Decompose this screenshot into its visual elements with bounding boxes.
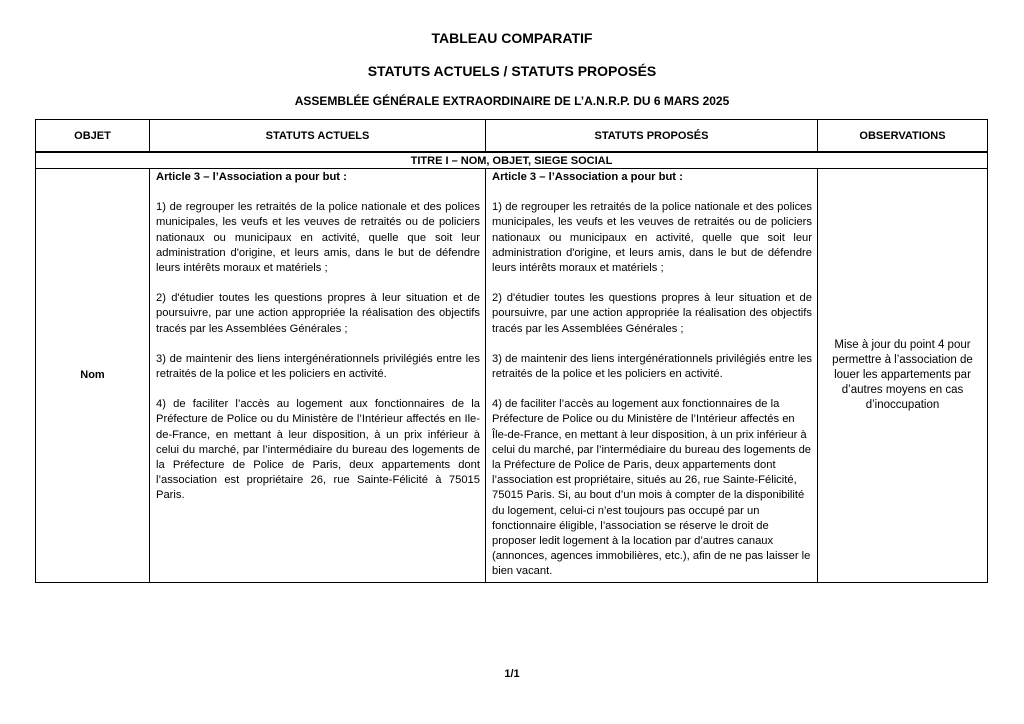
section-title: TITRE I – NOM, OBJET, SIEGE SOCIAL — [36, 152, 988, 169]
article-point-1: 1) de regrouper les retraités de la police nationale et des polices municipales, les veufs et les veuves de retraités ou de policiers nationaux ou municipaux en activité, quelle que soit leur administration d'origine, et leurs amis, dans le but de défendre leurs intérêts moraux et matériels ; — [492, 201, 812, 275]
assembly-heading: ASSEMBLÉE GÉNÉRALE EXTRAORDINAIRE DE L’A.N.R.P. DU 6 MARS 2025 — [294, 94, 730, 108]
column-header-statuts-proposes: STATUTS PROPOSÉS — [486, 120, 818, 153]
page-number: 1/1 — [504, 668, 520, 680]
column-header-statuts-actuels: STATUTS ACTUELS — [150, 120, 486, 153]
document-subtitle: STATUTS ACTUELS / STATUTS PROPOSÉS — [367, 63, 657, 79]
table-header-row — [36, 120, 988, 153]
article-title: Article 3 – l’Association a pour but : — [156, 171, 347, 183]
statuts-proposes-cell — [486, 169, 818, 583]
column-header-objet: OBJET — [36, 120, 150, 153]
comparison-table — [35, 119, 988, 583]
article-title: Article 3 – l’Association a pour but : — [492, 171, 683, 183]
objet-cell: Nom — [36, 169, 150, 583]
article-point-2: 2) d'étudier toutes les questions propres à leur situation et de poursuivre, par une action appropriée la réalisation des objectifs tracés par les Assemblées Générales ; — [492, 292, 812, 335]
article-point-1: 1) de regrouper les retraités de la police nationale et des polices municipales, les veufs et les veuves de retraités ou de policiers nationaux ou municipaux en activité, quelle que soit leur administration d'origine, et leurs amis, dans le but de défendre leurs intérêts moraux et matériels ; — [156, 201, 480, 275]
article-point-4: 4) de faciliter l’accès au logement aux fonctionnaires de la Préfecture de Police ou du Ministère de l’Intérieur affectés en Ile-de-France, en mettant à leur disposition, à un prix inférieur à celui du marché, par l’intermédiaire du bureau des logements de la Préfecture de Police de Paris, deux appartements dont l’association est propriétaire 26, rue Sainte-Félicité à 75015 Paris. — [156, 398, 480, 502]
article-point-3: 3) de maintenir des liens intergénérationnels privilégiés entre les retraités de la police et les policiers en activité. — [156, 352, 480, 381]
document-title: TABLEAU COMPARATIF — [431, 30, 593, 46]
table-row — [36, 169, 988, 583]
article-point-4: 4) de faciliter l’accès au logement aux fonctionnaires de la Préfecture de Police ou du Ministère de l’Intérieur affectés en Île-de-France, en mettant à leur disposition, à un prix inférieur à celui du marché, par l’intermédiaire du bureau des logements de la Préfecture de Police de Paris, deux appartements dont l’association est propriétaire, situés au 26, rue Sainte-Félicité, 75015 Paris. Si, au bout d’un mois à compter de la disponibilité du logement, celui-ci n’est toujours pas occupé par un fonctionnaire éligible, l’association se réserve le droit de proposer ledit logement à la location par d’autres canaux (annonces, agences immobilières, etc.), afin de ne pas laisser le bien vacant. — [492, 398, 812, 578]
observations-cell: Mise à jour du point 4 pour permettre à l’association de louer les appartements par d’autres moyens en cas d’inoccupation — [818, 169, 988, 583]
article-point-3: 3) de maintenir des liens intergénérationnels privilégiés entre les retraités de la police et les policiers en activité. — [492, 352, 812, 381]
section-title-row — [36, 152, 988, 169]
column-header-observations: OBSERVATIONS — [818, 120, 988, 153]
statuts-actuels-cell — [150, 169, 486, 583]
article-point-2: 2) d'étudier toutes les questions propres à leur situation et de poursuivre, par une action appropriée la réalisation des objectifs tracés par les Assemblées Générales ; — [156, 292, 480, 335]
